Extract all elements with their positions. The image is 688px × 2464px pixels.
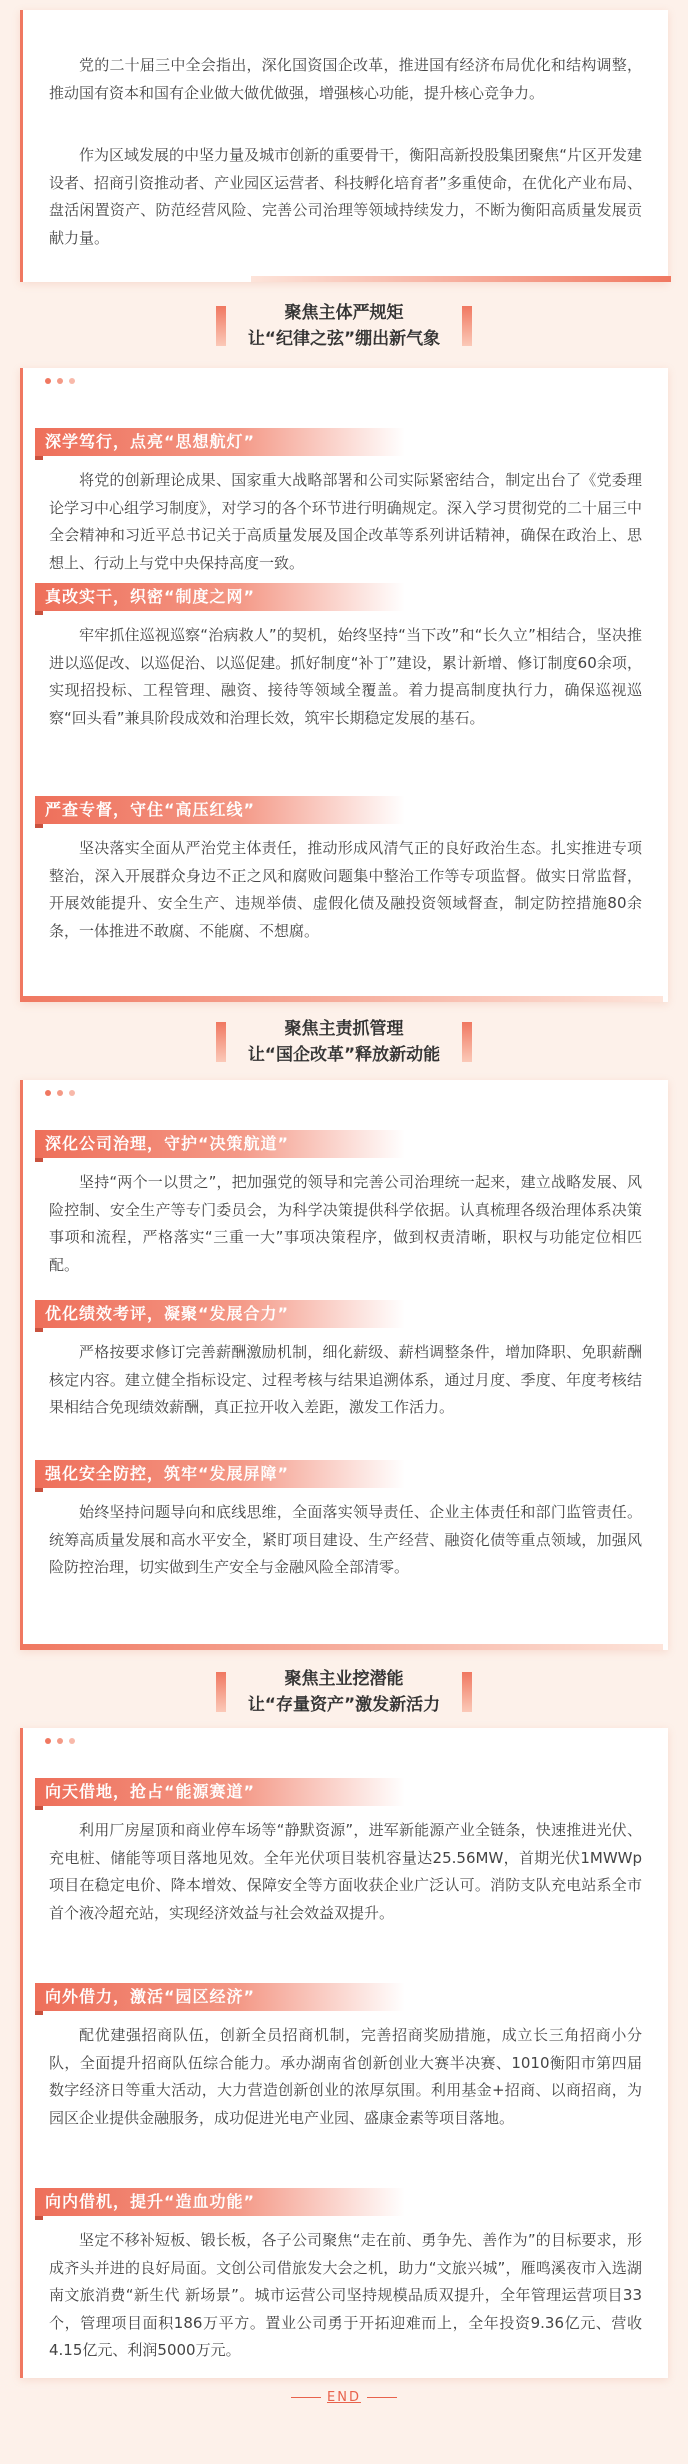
section-3-item-1-text: 利用厂房屋顶和商业停车场等“静默资源”，进军新能源产业全链条，快速推进光伏、充电桩、储能等项目落地见效。全年光伏项目装机容量达25.56MW，首期光伏1MWWp项目在稳定电价、降本增效、保障安全等方面收获企业广泛认可。消防支队充电站系全市首个液冷超充站，实现经济效益与社会效益双提升。 — [49, 1821, 642, 1922]
section-2-subtitle: 让“国企改革”释放新动能 — [247, 1045, 441, 1065]
section-2-item-1-text: 坚持“两个一以贯之”，把加强党的领导和完善公司治理统一起来，建立战略发展、风险控制、安全生产等专门委员会，为科学决策提供科学依据。认真梳理各级治理体系决策事项和流程，严格落实“三重一大”事项决策程序，做到权责清晰，职权与功能定位相匹配。 — [49, 1173, 642, 1274]
section-1-item-3-text: 坚决落实全面从严治党主体责任，推动形成风清气正的良好政治生态。扎实推进专项整治，深入开展群众身边不正之风和腐败问题集中整治工作等专项监督。做实日常监督，开展效能提升、安全生产、违规举债、虚假化债及融投资领域督查，制定防控措施80余条，一体推进不敢腐、不能腐、不想腐。 — [49, 839, 642, 940]
section-3-item-2-tag: 向外借力，激活“园区经济” — [35, 1983, 405, 2011]
section-3-title: 聚焦主业挖潜能 — [284, 1669, 404, 1689]
decorative-dots — [45, 1090, 75, 1096]
section-2-item-2-tag: 优化绩效考评，凝聚“发展合力” — [35, 1300, 405, 1328]
section-3-item-1-tag: 向天借地，抢占“能源赛道” — [35, 1778, 405, 1806]
section-3-item-3-tag: 向内借机，提升“造血功能” — [35, 2188, 405, 2216]
card-bottom-accent — [23, 1644, 663, 1650]
end-line-right — [367, 2397, 397, 2398]
section-1-item-1-tag: 深学笃行，点亮“思想航灯” — [35, 428, 405, 456]
section-1-subtitle: 让“纪律之弦”绷出新气象 — [247, 329, 441, 349]
section-3-heading — [0, 1666, 688, 1718]
section-1-item-3-tag: 严查专督，守住“高压红线” — [35, 796, 405, 824]
intro-card — [20, 10, 668, 282]
section-2-item-3-tag: 强化安全防控，筑牢“发展屏障” — [35, 1460, 405, 1488]
end-line-left — [291, 2397, 321, 2398]
section-1-item-1-text: 将党的创新理论成果、国家重大战略部署和公司实际紧密结合，制定出台了《党委理论学习中心组学习制度》，对学习的各个环节进行明确规定。深入学习贯彻党的二十届三中全会精神和习近平总书记关于高质量发展及国企改革等系列讲话精神，确保在政治上、思想上、行动上与党中央保持高度一致。 — [49, 471, 642, 572]
decorative-dots — [45, 378, 75, 384]
section-3-item-2-text: 配优建强招商队伍，创新全员招商机制，完善招商奖励措施，成立长三角招商小分队，全面提升招商队伍综合能力。承办湖南省创新创业大赛半决赛、1010衡阳市第四届数字经济日等重大活动，大力营造创新创业的浓厚氛围。利用基金+招商、以商招商，为园区企业提供金融服务，成功促进光电产业园、盛康金素等项目落地。 — [49, 2026, 642, 2127]
section-1-heading — [0, 300, 688, 352]
section-1-item-2-tag: 真改实干，织密“制度之网” — [35, 583, 405, 611]
intro-paragraph-2: 作为区域发展的中坚力量及城市创新的重要骨干，衡阳高新投股集团聚焦“片区开发建设者、招商引资推动者、产业园区运营者、科技孵化培育者”多重使命，在优化产业布局、盘活闲置资产、防范经营风险、完善公司治理等领域持续发力，不断为衡阳高质量发展贡献力量。 — [49, 146, 642, 247]
section-3-item-3-text: 坚定不移补短板、锻长板，各子公司聚焦“走在前、勇争先、善作为”的目标要求，形成齐头并进的良好局面。文创公司借旅发大会之机，助力“文旅兴城”，雁鸣溪夜市入选湖南文旅消费“新生代 新场景”。城市运营公司坚持规模品质双提升，全年管理运营项目33个，管理项目面积186万平方。置业公司勇于开拓迎难而上，全年投资9.36亿元、营收4.15亿元、利润5000万元。 — [49, 2231, 642, 2359]
end-text: END — [327, 2390, 361, 2405]
section-3-subtitle: 让“存量资产”激发新活力 — [247, 1695, 441, 1715]
section-2-heading — [0, 1016, 688, 1068]
end-mark — [0, 2390, 688, 2405]
section-1-card — [20, 368, 668, 1002]
section-1-item-2-text: 牢牢抓住巡视巡察“治病救人”的契机，始终坚持“当下改”和“长久立”相结合，坚决推进以巡促改、以巡促治、以巡促建。抓好制度“补丁”建设，累计新增、修订制度60余项，实现招投标、工程管理、融资、接待等领域全覆盖。着力提高制度执行力，确保巡视巡察“回头看”兼具阶段成效和治理长效，筑牢长期稳定发展的基石。 — [49, 626, 642, 727]
card-bottom-accent — [251, 276, 671, 282]
section-2-title: 聚焦主责抓管理 — [284, 1019, 404, 1039]
section-2-item-1-tag: 深化公司治理，守护“决策航道” — [35, 1130, 405, 1158]
card-bottom-accent — [23, 996, 663, 1002]
section-2-item-3-text: 始终坚持问题导向和底线思维，全面落实领导责任、企业主体责任和部门监管责任。统筹高质量发展和高水平安全，紧盯项目建设、生产经营、融资化债等重点领域，加强风险防控治理，切实做到生产安全与金融风险全部清零。 — [49, 1503, 642, 1576]
intro-paragraph-1: 党的二十届三中全会指出，深化国资国企改革，推进国有经济布局优化和结构调整，推动国有资本和国有企业做大做优做强，增强核心功能，提升核心竞争力。 — [49, 56, 642, 102]
decorative-dots — [45, 1738, 75, 1744]
section-2-card — [20, 1080, 668, 1650]
section-3-card — [20, 1728, 668, 2378]
section-1-title: 聚焦主体严规矩 — [284, 303, 404, 323]
section-2-item-2-text: 严格按要求修订完善薪酬激励机制，细化薪级、薪档调整条件，增加降职、免职薪酬核定内容。建立健全指标设定、过程考核与结果追溯体系，通过月度、季度、年度考核结果相结合免现绩效薪酬，真正拉开收入差距，激发工作活力。 — [49, 1343, 642, 1416]
